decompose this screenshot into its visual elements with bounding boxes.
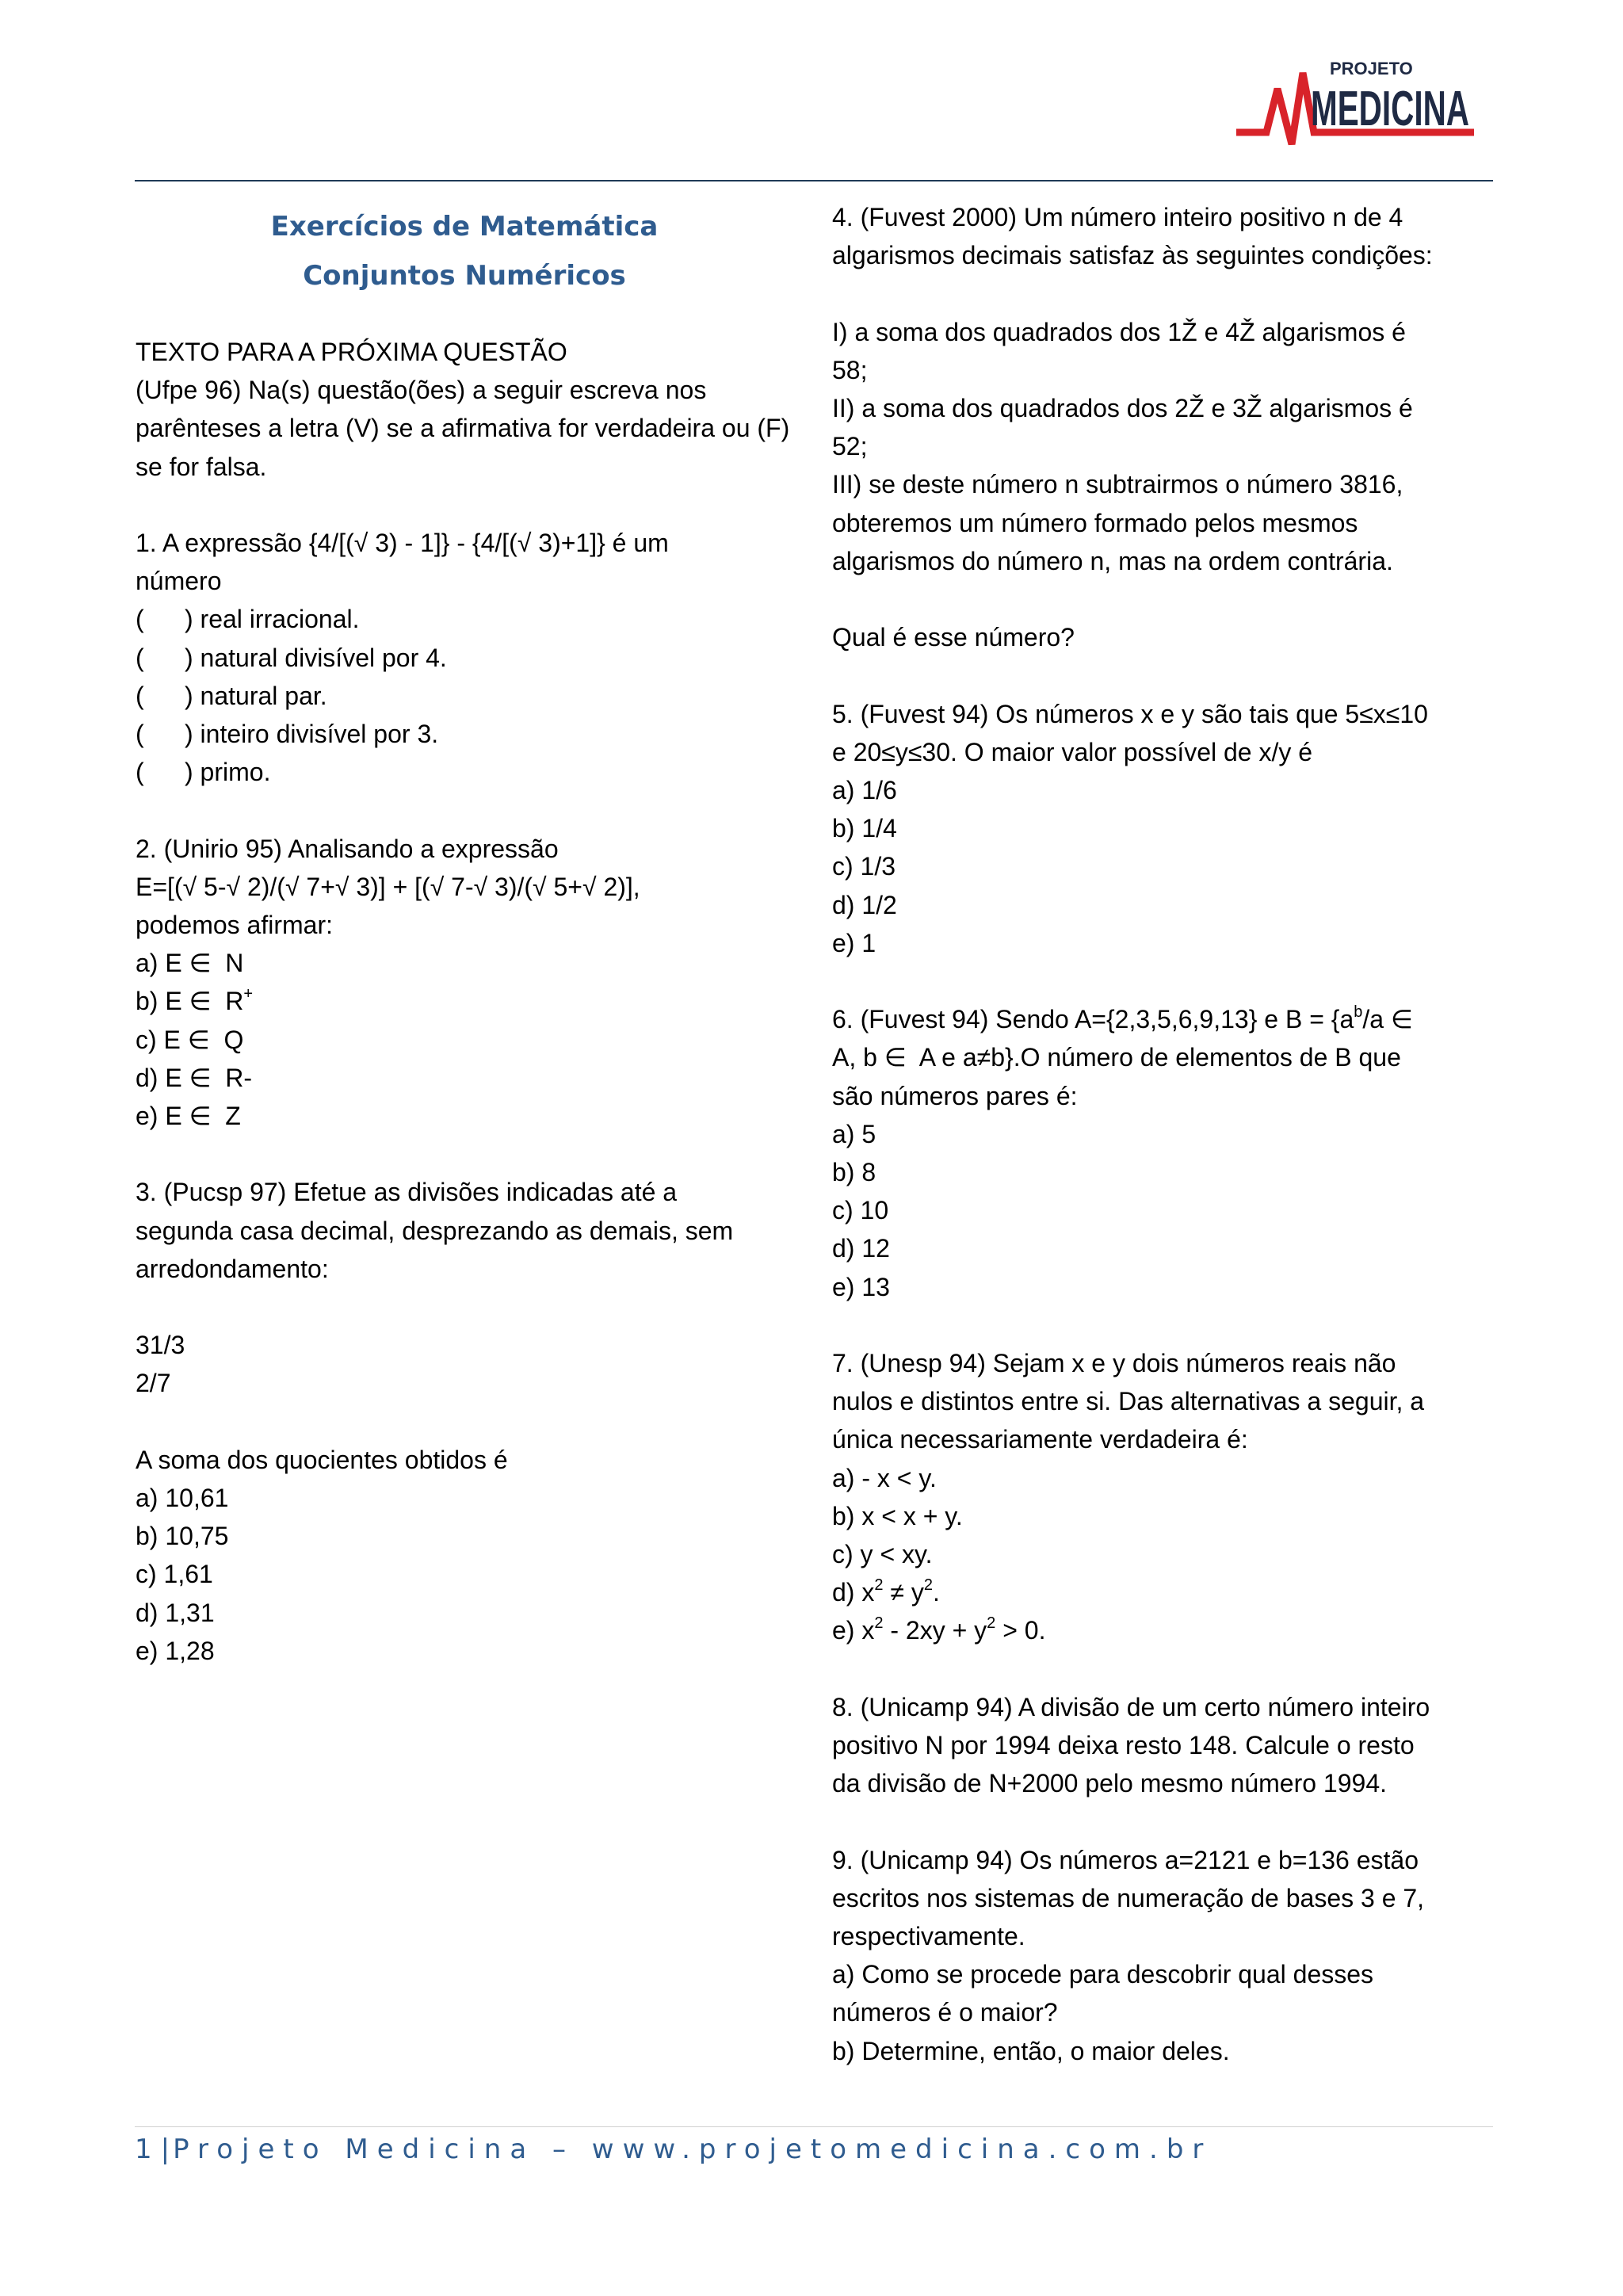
q6-option: e) 13: [832, 1272, 890, 1301]
question-8: [832, 1688, 1490, 1803]
q6-option: a) 5: [832, 1119, 876, 1148]
q6-option: d) 12: [832, 1234, 890, 1263]
question-4: [832, 198, 1490, 656]
q1-item: ( ) primo.: [136, 758, 271, 787]
q1-item: ( ) inteiro divisível por 3.: [136, 720, 439, 749]
q1-item: ( ) natural divisível por 4.: [136, 643, 447, 672]
q7-option-a: a) - x < y.: [832, 1463, 937, 1492]
q3-option: a) 10,61: [136, 1484, 229, 1513]
q9-line3: respectivamente.: [832, 1922, 1025, 1951]
q5-option: e) 1: [832, 928, 876, 957]
q1-stem-line2: número: [136, 567, 222, 596]
footer-site-name: Projeto Medicina: [173, 2134, 536, 2165]
q3-option: d) 1,31: [136, 1598, 215, 1627]
question-9: [832, 1841, 1490, 2070]
page-number: 1: [135, 2134, 161, 2165]
q4-condition-3: III) se deste número n subtrairmos o número 3816,: [832, 470, 1403, 499]
q2-option-e: e) E ∈ Z: [136, 1102, 241, 1131]
q3-stem-line2: segunda casa decimal, desprezando as demais, sem: [136, 1216, 734, 1245]
q2-option-d: d) E ∈ R-: [136, 1063, 252, 1092]
q7-option-d: d) $x^2 \ne y^2$.: [832, 1576, 940, 1607]
q5-option: c) 1/3: [832, 852, 896, 881]
q4-question: Qual é esse número?: [832, 623, 1075, 652]
q2-option-a: a) E ∈ N: [136, 949, 244, 978]
q3-question: A soma dos quocientes obtidos é: [136, 1445, 508, 1474]
logo-small-text: PROJETO: [1330, 59, 1413, 78]
q6-line2: A, b ∈ A e a≠b}.O número de elementos de B que: [832, 1043, 1401, 1072]
q7-option-e: e) $x^2 - 2xy + y^2 > 0$.: [832, 1614, 1046, 1645]
question-2: [136, 830, 793, 1136]
q5-option: d) 1/2: [832, 890, 897, 919]
q1-stem-line1: 1. A expressão {4/[(√ 3) - 1]} - {4/[(√ 3)+1]} é um: [136, 529, 669, 557]
q3-option: c) 1,61: [136, 1560, 213, 1589]
q2-stem-line2: E=[(√ 5-√ 2)/(√ 7+√ 3)] + [(√ 7-√ 3)/(√ 5+√ 2)],: [136, 872, 640, 901]
q9-part-a: a) Como se procede para descobrir qual desses: [832, 1960, 1374, 1989]
q3-option: e) 1,28: [136, 1636, 215, 1665]
q9-line1: 9. (Unicamp 94) Os números a=2121 e b=136 estão: [832, 1845, 1419, 1874]
left-column: [136, 198, 797, 1670]
q2-option-b: b) E ∈ R+: [136, 985, 254, 1016]
q6-line1: 6. (Fuvest 94) Sendo A={2,3,5,6,9,13} e $B = \{a^b/a$ ∈: [832, 1003, 1413, 1034]
q3-stem-line3: arredondamento:: [136, 1254, 329, 1283]
q3-division-1: 31/3: [136, 1331, 185, 1360]
q4-line2: algarismos decimais satisfaz às seguintes condições:: [832, 241, 1433, 270]
q6-option: b) 8: [832, 1158, 876, 1187]
q5-option: b) 1/4: [832, 814, 897, 843]
page-subtitle: Conjuntos Numéricos: [303, 260, 626, 292]
question-3: [136, 1173, 793, 1670]
q8-line2: positivo N por 1994 deixa resto 148. Calcule o resto: [832, 1731, 1415, 1760]
q6-option: c) 10: [832, 1196, 889, 1225]
question-1: [136, 524, 793, 791]
q7-option-b: b) x < x + y.: [832, 1501, 963, 1530]
q5-option: a) 1/6: [832, 776, 897, 804]
footer-divider: [135, 2126, 1493, 2127]
intro-text: (Ufpe 96) Na(s) questão(ões) a seguir escreva nos parênteses a letra (V) se a afirmativa for verdadeira ou (F) se for falsa.: [136, 376, 797, 481]
q9-line2: escritos nos sistemas de numeração de bases 3 e 7,: [832, 1883, 1425, 1912]
q9-part-b: b) Determine, então, o maior deles.: [832, 2036, 1230, 2065]
q7-option-c: c) y < xy.: [832, 1540, 933, 1569]
q7-line3: única necessariamente verdadeira é:: [832, 1425, 1248, 1454]
q8-line1: 8. (Unicamp 94) A divisão de um certo número inteiro: [832, 1692, 1430, 1721]
projeto-medicina-logo: [1236, 57, 1482, 176]
q1-item: ( ) natural par.: [136, 681, 327, 710]
q4-condition-2: II) a soma dos quadrados dos 2Ž e 3Ž algarismos é: [832, 394, 1413, 422]
right-column: [832, 198, 1490, 2070]
q3-division-2: 2/7: [136, 1369, 171, 1398]
projeto-medicina-logo-icon: [1236, 57, 1482, 176]
question-7: [832, 1344, 1490, 1650]
q4-condition-1-cont: 58;: [832, 355, 868, 384]
q7-line1: 7. (Unesp 94) Sejam x e y dois números reais não: [832, 1349, 1396, 1378]
header-divider: [135, 180, 1493, 181]
question-5: [832, 695, 1490, 962]
q2-stem-line3: podemos afirmar:: [136, 911, 333, 940]
question-6: [832, 1000, 1490, 1306]
footer-separator: |: [160, 2134, 174, 2165]
q4-condition-2-cont: 52;: [832, 432, 868, 461]
q1-item: ( ) real irracional.: [136, 605, 360, 634]
q4-line1: 4. (Fuvest 2000) Um número inteiro positivo n de 4: [832, 203, 1403, 231]
intro-heading: TEXTO PARA A PRÓXIMA QUESTÃO: [136, 338, 567, 366]
q6-line3: são números pares é:: [832, 1081, 1078, 1110]
page-title: Exercícios de Matemática: [270, 211, 659, 243]
q4-condition-3-cont: obteremos um número formado pelos mesmos: [832, 508, 1358, 537]
q2-stem-line1: 2. (Unirio 95) Analisando a expressão: [136, 834, 559, 863]
q4-condition-3-cont: algarismos do número n, mas na ordem contrária.: [832, 546, 1393, 575]
q4-condition-1: I) a soma dos quadrados dos 1Ž e 4Ž algarismos é: [832, 317, 1406, 346]
footer-dash: –: [552, 2134, 575, 2165]
q2-option-c: c) E ∈ Q: [136, 1025, 244, 1054]
q3-stem-line1: 3. (Pucsp 97) Efetue as divisões indicadas até a: [136, 1178, 678, 1207]
q7-line2: nulos e distintos entre si. Das alternativas a seguir, a: [832, 1387, 1425, 1416]
footer-url[interactable]: www.projetomedicina.com.br: [591, 2134, 1212, 2165]
page-footer: [135, 2134, 1212, 2165]
q8-line3: da divisão de N+2000 pelo mesmo número 1994.: [832, 1769, 1387, 1798]
q5-line2: e 20≤y≤30. O maior valor possível de x/y é: [832, 737, 1313, 766]
q9-part-a-cont: números é o maior?: [832, 1998, 1058, 2027]
q3-option: b) 10,75: [136, 1522, 229, 1551]
q5-line1: 5. (Fuvest 94) Os números x e y são tais que 5≤x≤10: [832, 699, 1428, 728]
logo-big-text: MEDICINA: [1311, 82, 1469, 136]
